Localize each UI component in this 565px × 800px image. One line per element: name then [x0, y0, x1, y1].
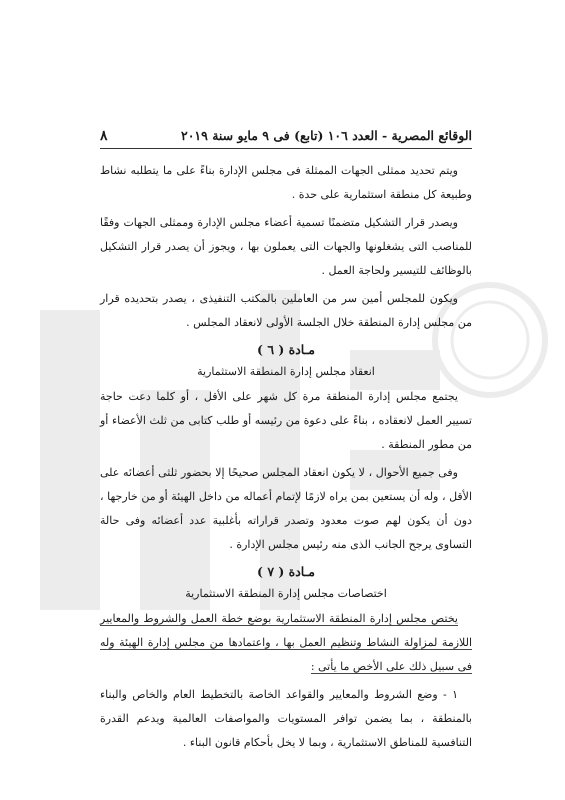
highlighted-text: يختص مجلس إدارة المنطقة الاستثمارية بوضع خطة العمل والشروط والمعايير اللازمة لمزاولة النشاط وتنظيم العمل بها ، واعتمادها من مجلس إدارة الهيئة وله فى سبيل ذلك على الأخص ما يأتى :	[100, 612, 472, 673]
paragraph: ويصدر قرار التشكيل متضمنًا تسمية أعضاء مجلس الإدارة وممثلى الجهات وفقًا للمناصب التى يشغلونها والجهات التى يعملون بها ، ويجوز أن يصدر قرار التشكيل بالوظائف للتيسير ولحاجة العمل .	[100, 216, 472, 277]
paragraph: ويكون للمجلس أمين سر من العاملين بالمكتب التنفيذى ، يصدر بتحديده قرار من مجلس إدارة المنطقة خلال الجلسة الأولى لانعقاد المجلس .	[100, 292, 472, 329]
article-7-title: مـادة ( ٧ )	[257, 564, 315, 579]
page-number: ٨	[100, 128, 108, 144]
gazette-title: الوقائع المصرية - العدد ١٠٦ (تابع) فى ٩ مايو سنة ٢٠١٩	[180, 128, 472, 143]
document-page	[100, 128, 472, 759]
paragraph: ١ - وضع الشروط والمعايير والقواعد الخاصة بالتخطيط العام والخاص والبناء بالمنطقة ، بما يضمن توافر المستويات والمواصفات العالمية ويدعم القدرة التنافسية للمناطق الاستثمارية ، وبما لا يخل بأحكام قانون البناء .	[100, 688, 472, 749]
paragraph	[100, 607, 472, 679]
page-header	[100, 128, 472, 149]
paragraph: ويتم تحديد ممثلى الجهات الممثلة فى مجلس الإدارة بناءً على ما يتطلبه نشاط وطبيعة كل منطقة استثمارية على حدة .	[100, 164, 472, 201]
article-6-title: مـادة ( ٦ )	[257, 342, 315, 357]
article-7-subtitle: اختصاصات مجلس إدارة المنطقة الاستثمارية	[185, 587, 387, 600]
paragraph: وفى جميع الأحوال ، لا يكون انعقاد المجلس صحيحًا إلا بحضور ثلثى أعضائه على الأقل ، وله أن يستعين بمن يراه لازمًا لإتمام أعماله من داخل الهيئة أو من خارجها ، دون أن يكون لهم صوت معدود وتصدر قراراته بأغلبية عدد أعضائه وفى حالة التساوى يرجح الجانب الذى منه رئيس مجلس الإدارة .	[100, 466, 472, 551]
article-6-subtitle: انعقاد مجلس إدارة المنطقة الاستثمارية	[197, 365, 375, 378]
paragraph: يجتمع مجلس إدارة المنطقة مرة كل شهر على الأقل ، أو كلما دعت حاجة تسيير العمل لانعقاده ، بناءً على دعوة من رئيسه أو طلب كتابى من ثلث الأعضاء أو من مطور المنطقة .	[100, 390, 472, 451]
